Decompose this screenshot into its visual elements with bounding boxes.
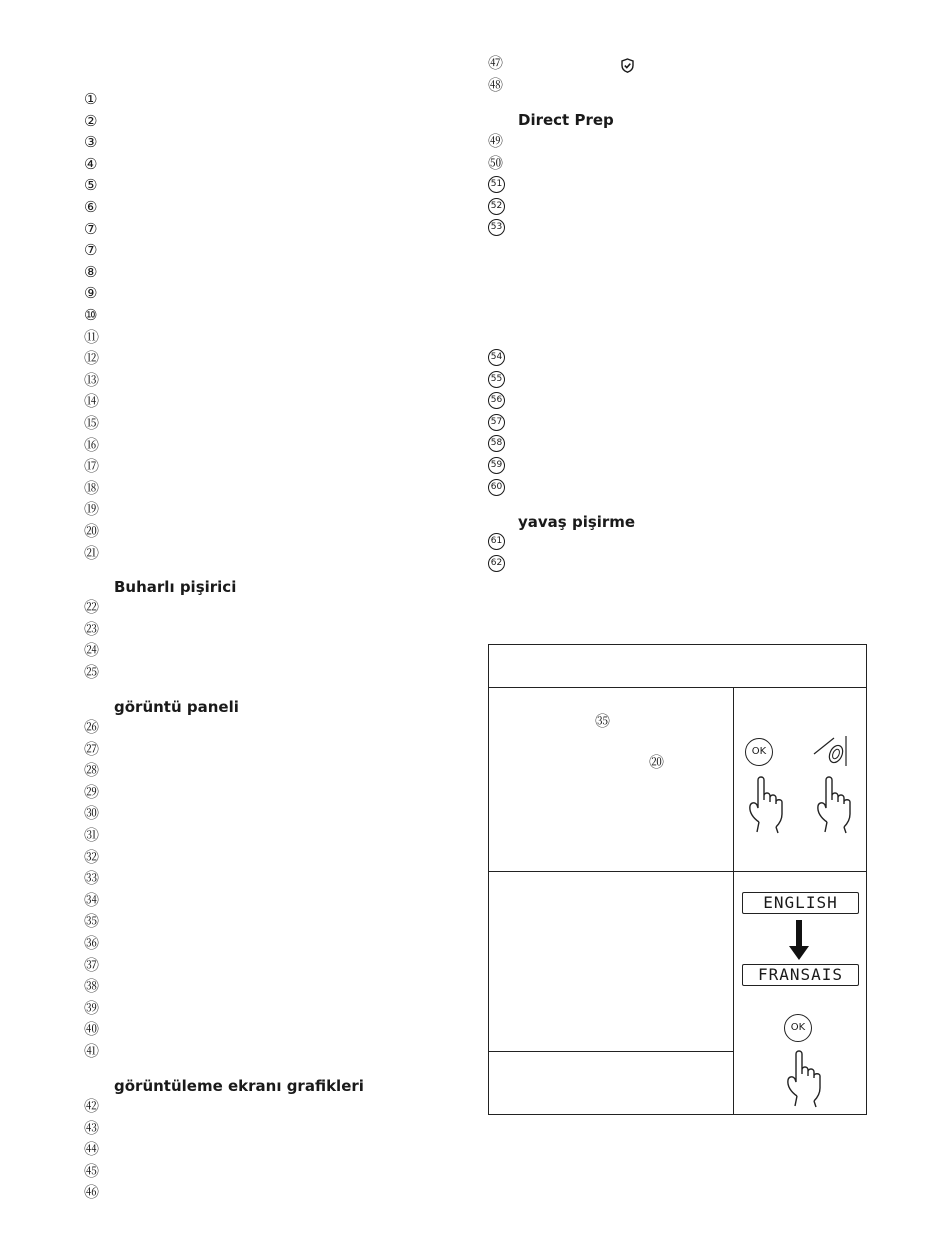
item-number: ㉟ [84, 912, 100, 931]
item-number: ㊲ [84, 955, 100, 974]
item-number: 57 [488, 414, 505, 431]
item-number: 56 [488, 392, 505, 409]
item-number: ㉞ [84, 890, 100, 909]
item-number: ㊼ [488, 54, 504, 72]
item-number: ② [84, 111, 98, 130]
item-number: ⑩ [84, 306, 98, 324]
item-number: 61 [488, 533, 505, 550]
table-divider [733, 687, 734, 1114]
item-number: 53 [488, 219, 505, 236]
item-number: ㉑ [84, 543, 100, 562]
item-number: 62 [488, 555, 505, 572]
item-number: 51 [488, 176, 505, 193]
item-number: ⑬ [84, 370, 100, 389]
heading-direct-prep: Direct Prep [518, 111, 614, 129]
pointing-hand-icon [813, 772, 855, 834]
item-number: ⑧ [84, 262, 98, 281]
display-francais: FRANSAIS [742, 964, 859, 986]
item-number: 52 [488, 198, 505, 215]
item-number: ⑰ [84, 457, 100, 476]
item-number: ⑭ [84, 392, 100, 411]
item-number: 60 [488, 479, 505, 496]
item-number: ㉛ [84, 826, 100, 844]
item-number: ㊹ [84, 1140, 100, 1159]
heading-slow-cook: yavaş pişirme [518, 513, 636, 531]
shield-check-icon [621, 58, 634, 73]
item-number: ⑱ [84, 478, 100, 497]
table-ref-35: ㉟ [595, 712, 611, 730]
item-number: ㉝ [84, 869, 100, 888]
item-number: ㊽ [488, 75, 504, 94]
item-number: ㉖ [84, 718, 100, 736]
item-number: ⑮ [84, 414, 100, 432]
item-number: ㉜ [84, 847, 100, 866]
item-number: ㊵ [84, 1020, 100, 1039]
item-number: ⑨ [84, 284, 98, 303]
ok-button-icon: OK [784, 1014, 812, 1042]
table-divider [488, 871, 866, 872]
item-number: ㊿ [488, 153, 504, 172]
item-number: ⑤ [84, 176, 98, 195]
item-number: ㊷ [84, 1097, 100, 1115]
item-number: ④ [84, 154, 98, 173]
dial-knob-icon [812, 732, 850, 770]
item-number: ⑦ [84, 241, 98, 260]
item-number: ㊳ [84, 977, 100, 996]
item-number: ㊸ [84, 1118, 100, 1137]
heading-steamer: Buharlı pişirici [114, 578, 237, 596]
item-number: ㊴ [84, 998, 100, 1017]
item-number: ⑳ [84, 522, 100, 540]
ok-button-icon: OK [745, 738, 773, 766]
heading-display-panel: görüntü paneli [114, 698, 239, 716]
display-english: ENGLISH [742, 892, 859, 914]
instruction-table [488, 644, 867, 1115]
item-number: 54 [488, 349, 505, 366]
item-number: ⑪ [84, 327, 100, 346]
item-number: ㉚ [84, 804, 100, 823]
item-number: ㉘ [84, 761, 100, 780]
item-number: 55 [488, 371, 505, 388]
item-number: ⑦ [84, 219, 98, 238]
item-number: ㉕ [84, 662, 100, 681]
item-number: 58 [488, 435, 505, 452]
item-number: ① [84, 90, 98, 108]
item-number: ㊾ [488, 132, 504, 150]
item-number: ⑯ [84, 435, 100, 454]
item-number: ⑥ [84, 198, 98, 216]
arrow-down-icon [788, 920, 810, 960]
item-number: ㊺ [84, 1161, 100, 1180]
item-number: ㉔ [84, 641, 100, 660]
item-number: ㉙ [84, 782, 100, 801]
table-divider [488, 1051, 734, 1052]
table-divider [488, 687, 866, 688]
item-number: ⑫ [84, 349, 100, 368]
heading-display-graphics: görüntüleme ekranı grafikleri [114, 1077, 364, 1095]
item-number: ③ [84, 133, 98, 152]
item-number: ⑲ [84, 500, 100, 519]
item-number: ㉓ [84, 619, 100, 638]
item-number: ㉒ [84, 598, 100, 616]
item-number: ㊻ [84, 1183, 100, 1202]
item-number: ㊶ [84, 1042, 100, 1060]
item-number: ㊱ [84, 934, 100, 952]
item-number: 59 [488, 457, 505, 474]
table-ref-20: ⑳ [649, 753, 665, 771]
pointing-hand-icon [783, 1046, 825, 1108]
pointing-hand-icon [745, 772, 787, 834]
item-number: ㉗ [84, 739, 100, 758]
